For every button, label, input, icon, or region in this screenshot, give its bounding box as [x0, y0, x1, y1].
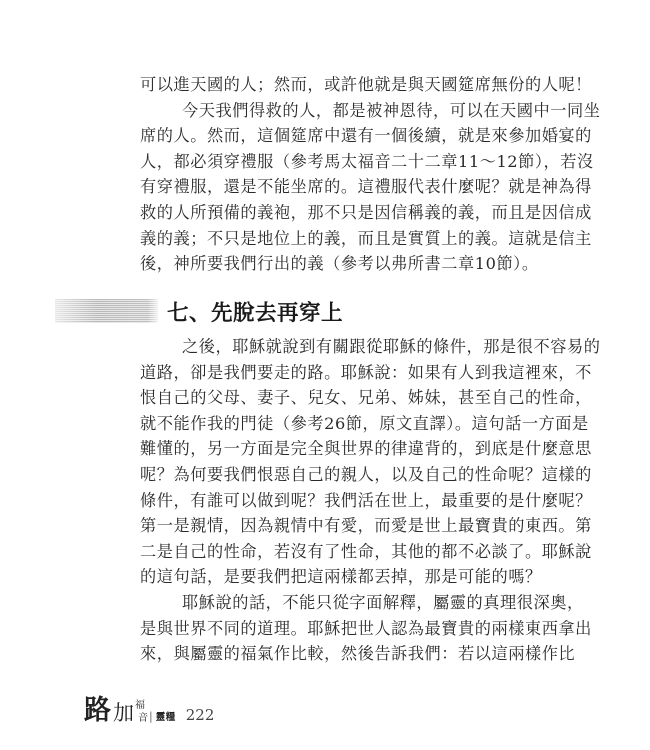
- text-line: 第一是親情，因為親情中有愛，而愛是世上最寶貴的東西。第: [140, 516, 592, 536]
- text-line: 條件，有誰可以做到呢？我們活在世上，最重要的是什麼呢？: [140, 490, 592, 510]
- text-line: 是與世界不同的道理。耶穌把世人認為最寶貴的兩樣東西拿出: [140, 618, 592, 638]
- text-line: 耶穌說的話，不能只從字面解釋，屬靈的真理很深奧，: [182, 592, 584, 612]
- text-line: 二是自己的性命，若沒有了性命，其他的都不必談了。耶穌說: [140, 541, 592, 561]
- text-line: 可以進天國的人；然而，或許他就是與天國筵席無份的人呢！: [140, 75, 592, 94]
- footer-separator: |: [149, 710, 153, 723]
- book-title-stack: [135, 700, 148, 724]
- section-title: 七、先脫去再穿上: [167, 300, 344, 326]
- book-title-char: 加: [113, 701, 134, 725]
- page-number: 222: [185, 706, 215, 724]
- text-line: 席的人。然而，這個筵席中還有一個後續，就是來參加婚宴的: [140, 126, 592, 146]
- book-title-char: 路: [84, 695, 111, 726]
- text-line: 難懂的，另一方面是完全與世界的律違背的，到底是什麼意思: [140, 439, 592, 459]
- text-line: 之後，耶穌就說到有關跟從耶穌的條件，那是很不容易的: [182, 337, 601, 356]
- series-name: 靈糧: [155, 711, 176, 723]
- book-title-sub: 音: [138, 713, 148, 724]
- section-heading: [55, 296, 343, 326]
- book-title-sup: 福: [135, 700, 145, 711]
- text-line: 來，與屬靈的福氣作比較，然後告訴我們：若以這兩樣作比: [140, 644, 576, 664]
- text-line: 恨自己的父母、妻子、兒女、兄弟、姊妹，甚至自己的性命，: [140, 388, 592, 408]
- text-line: 道路，卻是我們要走的路。耶穌說：如果有人到我這裡來，不: [140, 362, 592, 382]
- text-line: 後，神所要我們行出的義（參考以弗所書二章10節）。: [140, 254, 539, 274]
- text-line: 有穿禮服，還是不能坐席的。這禮服代表什麼呢？就是神為得: [140, 177, 592, 197]
- page-footer: [84, 690, 214, 724]
- top-paragraphs: [140, 72, 601, 277]
- text-line: 義的義；不只是地位上的義，而且是實質上的義。這就是信主: [140, 228, 592, 248]
- text-line: 就不能作我的門徒（參考26節，原文直譯）。這句話一方面是: [140, 413, 589, 433]
- section-paragraphs: [140, 334, 601, 667]
- text-line: 呢？為何要我們恨惡自己的親人，以及自己的性命呢？這樣的: [140, 464, 592, 484]
- text-line: 救的人所預備的義袍，那不只是因信稱義的義，而且是因信成: [140, 202, 592, 222]
- text-line: 今天我們得救的人，都是被神恩待，可以在天國中一同坐: [182, 100, 601, 120]
- striped-bar-decoration: [55, 299, 158, 323]
- text-line: 的這句話，是要我們把這兩樣都丟掉，那是可能的嗎？: [140, 567, 542, 587]
- text-line: 人，都必須穿禮服（參考馬太福音二十二章11～12節），若沒: [140, 151, 594, 171]
